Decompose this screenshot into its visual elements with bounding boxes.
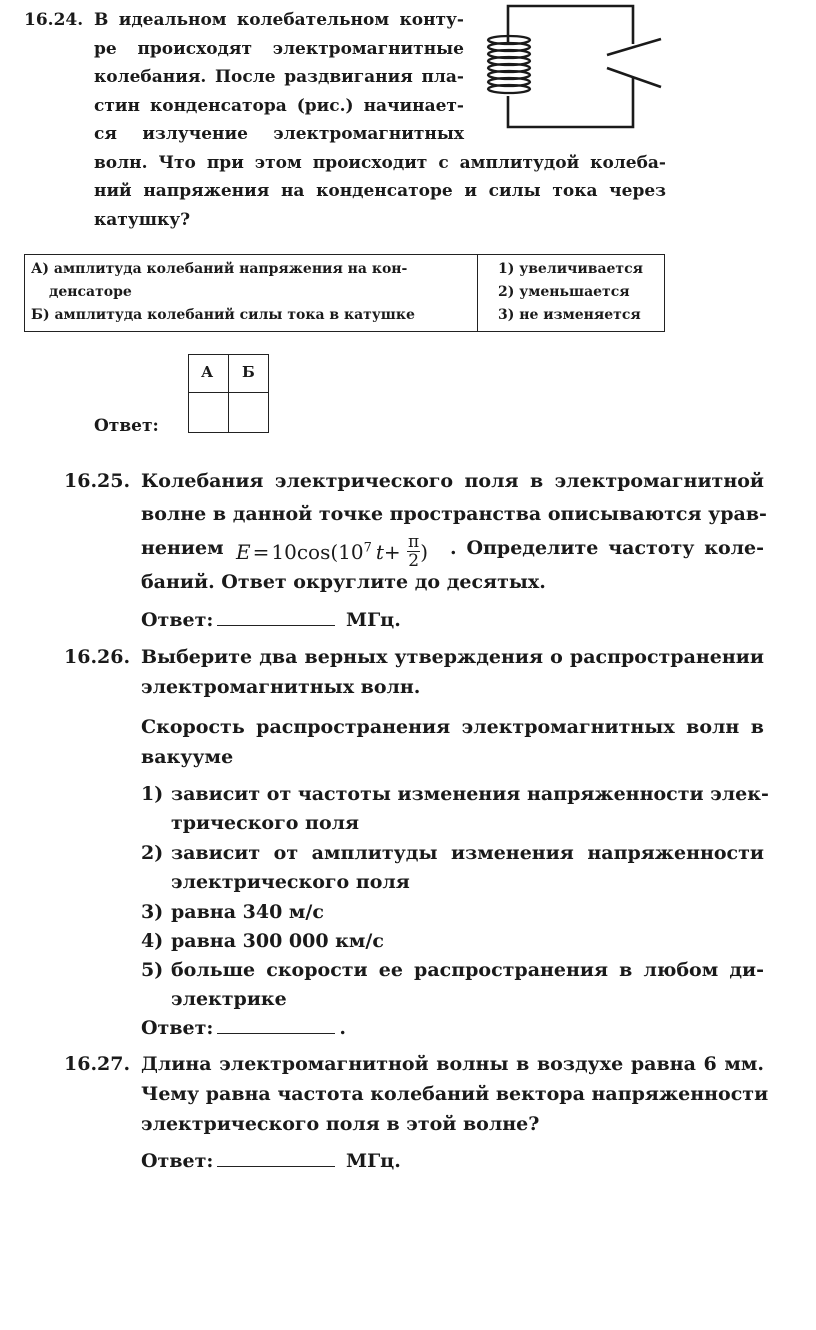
table-left-item: А) амплитуда колебаний напряжения на кон- [31,261,408,277]
eq-symbol: E [236,540,251,564]
text-line: вакууме [141,746,234,768]
problem-number: 16.24. [24,10,84,30]
table-right-item: 2) уменьшается [498,284,630,300]
eq-symbol: ) [420,540,429,564]
text-line: ся излучение электромагнитных [94,124,464,144]
matching-table [24,254,665,332]
table-left-item: Б) амплитуда колебаний силы тока в катушке [31,307,415,323]
answer-field[interactable] [217,1150,335,1167]
option-number: 2) [141,842,164,864]
text-line: волне в данной точке пространства описываются урав- [141,503,767,525]
grid-header-a: А [201,363,214,381]
text-line: волн. Что при этом происходит с амплитудой колеба- [94,153,666,173]
answer-grid [188,354,269,433]
text-line: Чему равна частота колебаний вектора напряженности [141,1083,769,1105]
answer-label: Ответ: [94,416,159,436]
answer-row [141,609,401,631]
option-number: 1) [141,783,164,805]
table-divider [477,255,478,331]
eq-symbol: + [383,540,401,564]
text-line: катушку? [94,210,191,230]
option-number: 3) [141,901,164,923]
unit-label: МГц. [346,1150,401,1172]
text-line: нением [141,537,224,559]
text-line: электромагнитных волн. [141,676,421,698]
text-line: ний напряжения на конденсаторе и силы тока через [94,181,666,201]
answer-row [141,1150,401,1172]
answer-cell-b[interactable] [229,393,268,432]
answer-label: Ответ: [141,1150,214,1172]
answer-cell-a[interactable] [189,393,228,432]
answer-row [141,1017,346,1039]
text-line: В идеальном колебательном конту- [94,10,464,30]
eq-symbol: = [252,540,270,564]
equation [236,532,429,572]
unit-label: МГц. [346,609,401,631]
answer-field[interactable] [217,1017,335,1034]
option-text: зависит от амплитуды изменения напряженности [171,842,764,864]
option-text: зависит от частоты изменения напряженности элек- [171,783,769,805]
problem-number: 16.25. [64,470,131,492]
eq-symbol: 7 [363,540,372,556]
text-line: Колебания электрического поля в электромагнитной [141,470,764,492]
option-number: 5) [141,959,164,981]
answer-field[interactable] [217,609,335,626]
coil-icon [488,36,530,93]
option-text: электрического поля [171,871,410,893]
grid-header-b: Б [242,363,255,381]
text-line: колебания. После раздвигания пла- [94,67,464,87]
option-text: больше скорости ее распространения в любом ди- [171,959,764,981]
eq-symbol: t [375,540,384,564]
problem-number: 16.26. [64,646,131,668]
option-number: 4) [141,930,164,952]
text-line: Выберите два верных утверждения о распространении [141,646,764,668]
eq-symbol: 2 [408,551,420,571]
eq-symbol: 10cos(10 [271,540,364,564]
text-line: . Определите частоту коле- [450,537,764,559]
text-line: баний. Ответ округлите до десятых. [141,571,546,593]
eq-fraction [407,533,420,570]
table-right-item: 1) увеличивается [498,261,643,277]
text-line: стин конденсатора (рис.) начинает- [94,96,464,116]
option-text: электрике [171,988,287,1010]
answer-end: . [339,1017,347,1039]
text-line: Скорость распространения электромагнитных волн в [141,716,764,738]
table-right-item: 3) не изменяется [498,307,641,323]
text-line: Длина электромагнитной волны в воздухе равна 6 мм. [141,1053,764,1075]
problem-number: 16.27. [64,1053,131,1075]
option-text: трического поля [171,812,360,834]
answer-label: Ответ: [141,1017,214,1039]
text-line: электрического поля в этой волне? [141,1113,540,1135]
text-line: ре происходят электромагнитные [94,39,464,59]
eq-symbol: π [408,532,420,552]
answer-label: Ответ: [141,609,214,631]
option-text: равна 340 м/с [171,901,324,923]
table-left-item: денсаторе [49,284,132,300]
option-text: равна 300 000 км/с [171,930,384,952]
oscillating-circuit-figure [478,0,678,135]
